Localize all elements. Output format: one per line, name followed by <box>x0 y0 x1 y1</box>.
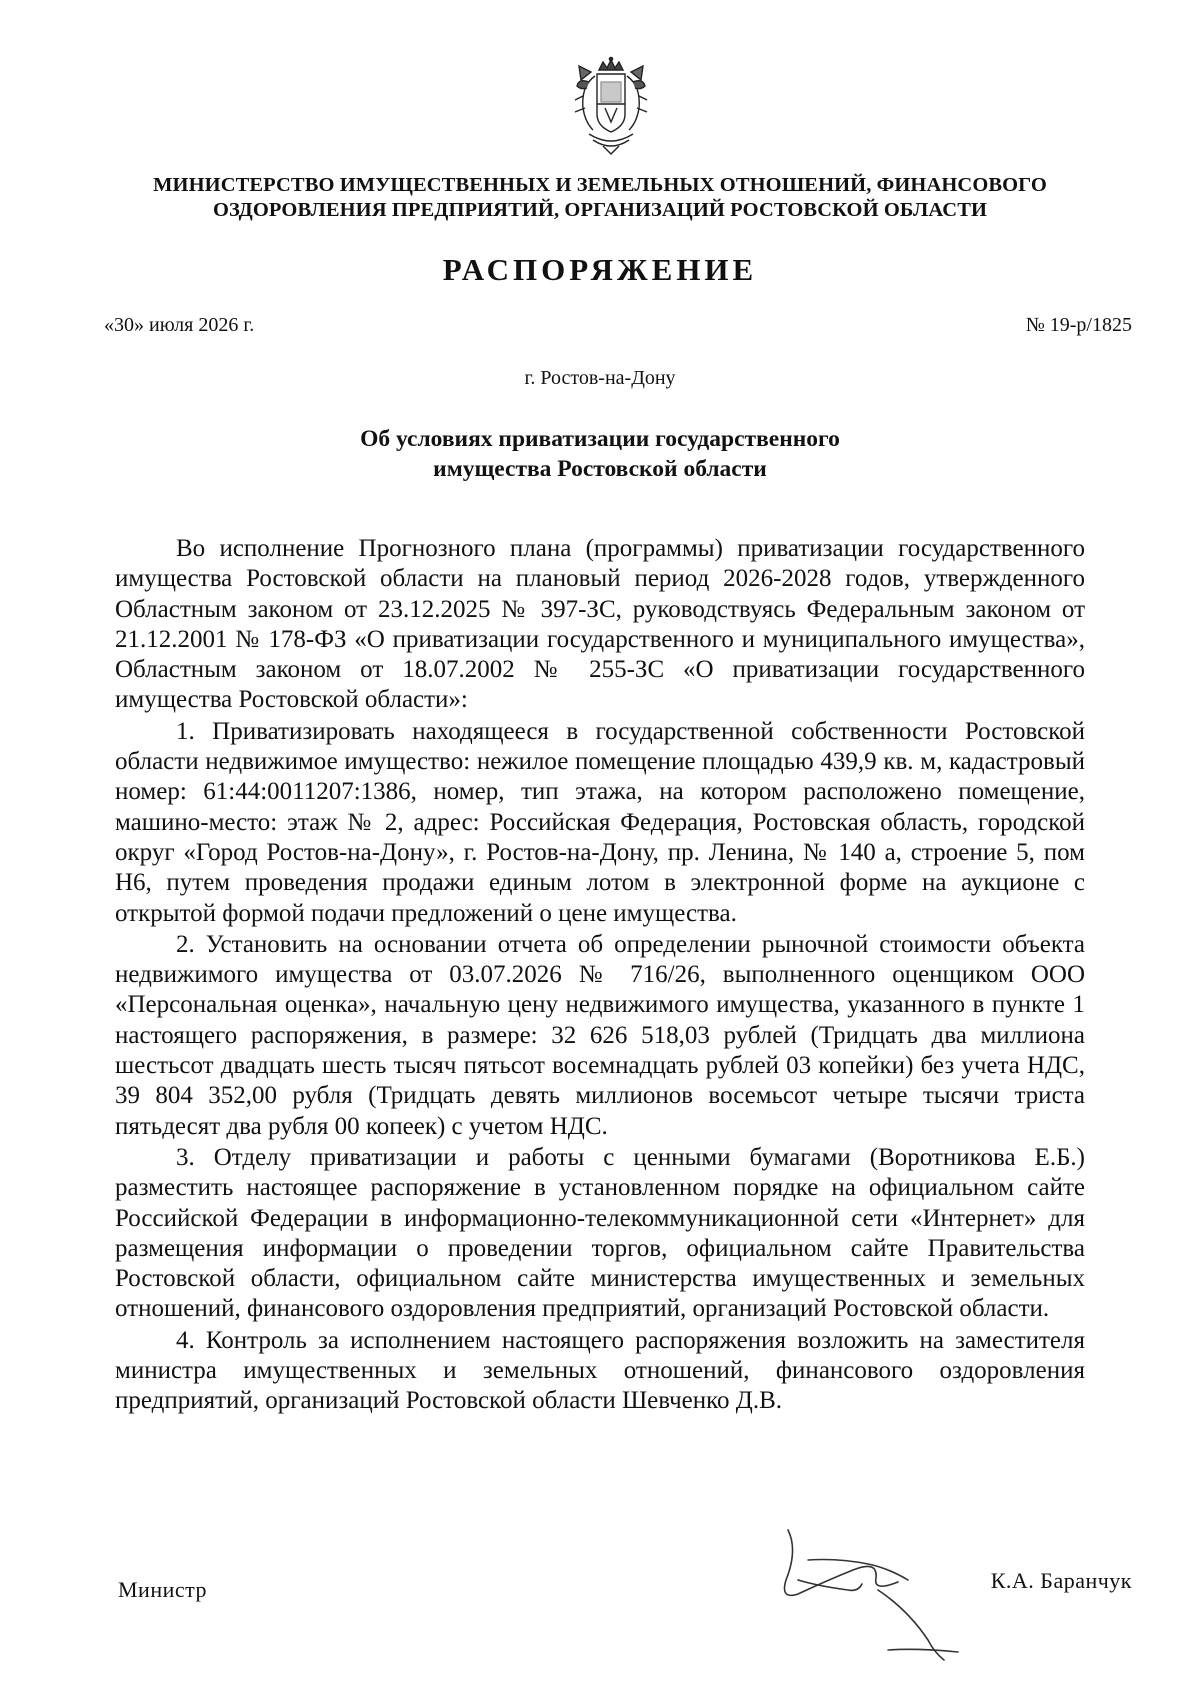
subject-line-1: Об условиях приватизации государственного <box>360 426 840 452</box>
document-city: г. Ростов-на-Дону <box>524 367 676 389</box>
paragraph-item-4: 4. Контроль за исполнением настоящего распоряжения возложить на заместителя министра имущественных и земельных отношений, финансового оздоровления предприятий, организаций Ростовской области Шевченко Д.В. <box>115 1326 1085 1415</box>
document-date: «30» июля 2026 г. <box>104 314 255 336</box>
coat-of-arms-icon <box>569 56 653 156</box>
paragraph-item-2: 2. Установить на основании отчета об определении рыночной стоимости объекта недвижимого имущества от 03.07.2026 № 716/26, выполненного оценщиком ООО «Персональная оценка», начальную цену недвижимого имущества, указанного в пункте 1 настоящего распоряжения, в размере: 32 626 518,03 рублей (Тридцать два миллиона шестьсот двадцать шесть тысяч пятьсот восемнадцать рублей 03 копейки) без учета НДС, 39 804 352,00 рубля (Тридцать девять миллионов восемьсот четыре тысячи триста пятьдесят два рубля 00 копеек) с учетом НДС. <box>115 930 1085 1140</box>
subject-line-2: имущества Ростовской области <box>433 456 767 482</box>
preamble-paragraph: Во исполнение Прогнозного плана (программы) приватизации государственного имущества Ростовской области на плановый период 2026-2028 годов, утвержденного Областным законом от 23.12.2025 № 397-ЗС, руководствуясь Федеральным законом от 21.12.2001 № 178-ФЗ «О приватизации государственного и муниципального имущества», Областным законом от 18.07.2002 № 255-ЗС «О приватизации государственного имущества Ростовской области»: <box>115 535 1085 714</box>
document-body <box>115 534 1085 1417</box>
paragraph-item-3: 3. Отделу приватизации и работы с ценными бумагами (Воротникова Е.Б.) разместить настоящее распоряжение в установленном порядке на официальном сайте Российской Федерации в информационно-телекоммуникационной сети «Интернет» для размещения информации о проведении торгов, официальном сайте Правительства Ростовской области, официальном сайте министерства имущественных и земельных отношений, финансового оздоровления предприятий, организаций Ростовской области. <box>115 1143 1085 1323</box>
document-number: № 19-р/1825 <box>1025 314 1132 336</box>
signatory-title: Министр <box>118 1577 208 1602</box>
ministry-name-line-1: МИНИСТЕРСТВО ИМУЩЕСТВЕННЫХ И ЗЕМЕЛЬНЫХ ОТНОШЕНИЙ, ФИНАНСОВОГО <box>153 174 1047 196</box>
document-type-title: РАСПОРЯЖЕНИЕ <box>442 252 758 287</box>
handwritten-signature <box>758 1520 998 1670</box>
signatory-name: К.А. Баранчук <box>990 1568 1132 1593</box>
ministry-name-line-2: ОЗДОРОВЛЕНИЯ ПРЕДПРИЯТИЙ, ОРГАНИЗАЦИЙ РОСТОВСКОЙ ОБЛАСТИ <box>212 199 988 221</box>
paragraph-item-1: 1. Приватизировать находящееся в государственной собственности Ростовской области недвижимое имущество: нежилое помещение площадью 439,9 кв. м, кадастровый номер: 61:44:0011207:1386, номер, тип этажа, на котором расположено помещение, машино-место: этаж № 2, адрес: Российская Федерация, Ростовская область, городской округ «Город Ростов-на-Дону», г. Ростов-на-Дону, пр. Ленина, № 140 а, строение 5, пом Н6, путем проведения продажи единым лотом в электронной форме на аукционе с открытой формой подачи предложений о цене имущества. <box>115 717 1085 927</box>
